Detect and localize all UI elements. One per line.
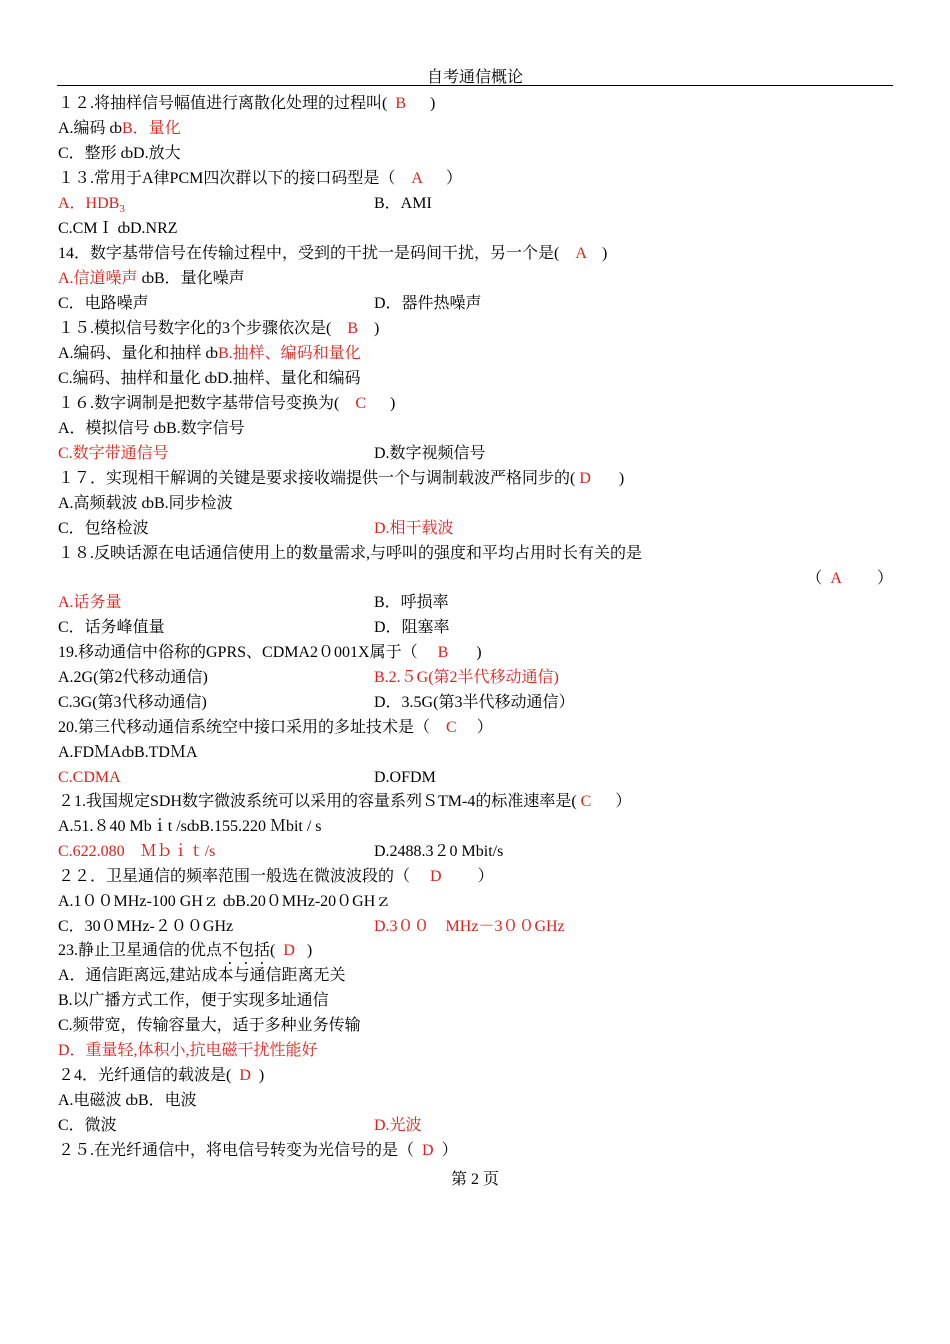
q22-options-ab: A.1００MHz-100 GHｚ ȸB.20０MHz-20０GHｚ bbox=[58, 893, 392, 910]
q15-options-ab: A.编码、量化和抽样 ȸB.抽样、编码和量化 bbox=[58, 345, 361, 362]
q21-stem: ２1.我国规定SDH数字微波系统可以采用的容量系列ＳTM-4的标准速率是( C ） bbox=[58, 793, 632, 810]
q17-answer: D bbox=[579, 470, 591, 487]
q18-answer: A bbox=[830, 570, 841, 587]
q23-option-b: B.以广播方式工作，便于实现多址通信 bbox=[58, 992, 329, 1009]
q19-options-ab: A.2G(第2代移动通信) B.2.５G(第2半代移动通信) bbox=[58, 669, 559, 686]
q18-options-ab: A.话务量 B．呼损率 bbox=[58, 594, 449, 611]
q17-stem: １７．实现相干解调的关键是要求接收端提供一个与调制载波严格同步的( D ) bbox=[58, 470, 625, 487]
q23-option-a: A．通信距离远,建站成本与通信距离无关 bbox=[58, 967, 346, 984]
q20-stem: 20.第三代移动通信系统空中接口采用的多址技术是（ C ） bbox=[58, 719, 493, 736]
q18-answer-line: （ A ） bbox=[806, 570, 893, 587]
q12-stem: １２.将抽样信号幅值进行离散化处理的过程叫( B ) bbox=[58, 95, 436, 112]
q12-options-ab: A.编码 ȸB．量化 bbox=[58, 120, 181, 137]
q19-answer: B bbox=[437, 644, 449, 661]
q24-stem: ２4．光纤通信的载波是( D ) bbox=[58, 1067, 265, 1084]
q21-options-cd: C.622.080 Ｍｂｉｔ/s D.2488.3２0 Mbit/s bbox=[58, 843, 504, 860]
q16-answer: C bbox=[355, 395, 367, 412]
q16-options-cd: C.数字带通信号 D.数字视频信号 bbox=[58, 445, 486, 462]
q23-option-c: C.频带宽，传输容量大，适于多种业务传输 bbox=[58, 1017, 361, 1034]
q14-options-cd: C．电路噪声 D．器件热噪声 bbox=[58, 295, 482, 312]
q15-answer: B bbox=[347, 320, 359, 337]
q24-options-cd: C．微波 D.光波 bbox=[58, 1117, 422, 1134]
q14-answer: A bbox=[575, 245, 587, 262]
q22-options-cd: C．30０MHz-２００GHz D.3００ MHz－3００GHz bbox=[58, 918, 565, 935]
q19-stem: 19.移动通信中俗称的GPRS、CDMA2０001X属于（ B ) bbox=[58, 644, 482, 661]
q13-answer: A bbox=[411, 170, 423, 187]
q17-options-ab: A.高频载波 ȸB.同步检波 bbox=[58, 495, 233, 512]
q12-options-cd: C．整形 ȸD.放大 bbox=[58, 145, 181, 162]
q16-stem: １６.数字调制是把数字基带信号变换为( C ) bbox=[58, 395, 396, 412]
q22-answer: D bbox=[430, 868, 442, 885]
q16-options-ab: A．模拟信号 ȸB.数字信号 bbox=[58, 420, 245, 437]
q23-stem: 23.静止卫星通信的优点不包括( D ) bbox=[58, 942, 313, 959]
emphasis-not-include: 不包括 bbox=[222, 942, 271, 959]
page-header-title: 自考通信概论 bbox=[426, 69, 523, 86]
q15-stem: １５.模拟信号数字化的3个步骤依次是( B ) bbox=[58, 320, 380, 337]
q22-stem: ２２．卫星通信的频率范围一般选在微波波段的（ D ） bbox=[58, 868, 494, 885]
q25-stem: ２５.在光纤通信中，将电信号转变为光信号的是（ D ） bbox=[58, 1142, 458, 1159]
q21-options-ab: A.51.８40 Mbｉt /sȸB.155.220 Ｍbit / s bbox=[58, 818, 322, 835]
q18-stem: １８.反映话源在电话通信使用上的数量需求,与呼叫的强度和平均占用时长有关的是 bbox=[58, 545, 643, 562]
q24-options-ab: A.电磁波 ȸB．电波 bbox=[58, 1092, 197, 1109]
q13-options-cd: C.CMＩ ȸD.NRZ bbox=[58, 220, 178, 237]
q15-options-cd: C.编码、抽样和量化 ȸD.抽样、量化和编码 bbox=[58, 370, 361, 387]
q21-answer: C bbox=[580, 793, 592, 810]
q14-stem: 14．数字基带信号在传输过程中，受到的干扰一是码间干扰，另一个是( A ) bbox=[58, 245, 608, 262]
q23-answer: D bbox=[283, 942, 295, 959]
q25-answer: D bbox=[422, 1142, 434, 1159]
q14-options-ab: A.信道噪声 ȸB．量化噪声 bbox=[58, 270, 245, 287]
q19-options-cd: C.3G(第3代移动通信) D．3.5G(第3半代移动通信） bbox=[58, 694, 575, 711]
q23-option-d: D．重量轻,体积小,抗电磁干扰性能好 bbox=[58, 1042, 318, 1059]
q17-options-cd: C．包络检波 D.相干载波 bbox=[58, 520, 454, 537]
q12-answer: B bbox=[395, 95, 407, 112]
q18-options-cd: C．话务峰值量 D．阻塞率 bbox=[58, 619, 450, 636]
q24-answer: D bbox=[239, 1067, 251, 1084]
q13-options-ab: A．$HDB_3$ B．AMI bbox=[58, 195, 432, 216]
page-footer-number: 第 2 页 bbox=[450, 1171, 499, 1188]
q20-options-cd: C.CDMA D.OFDM bbox=[58, 769, 436, 786]
q20-answer: C bbox=[446, 719, 457, 736]
q13-stem: １３.常用于A律PCM四次群以下的接口码型是（ A ） bbox=[58, 170, 463, 187]
header-rule bbox=[57, 85, 893, 86]
q20-options-ab: A.FDＭAȸB.TDＭA bbox=[58, 744, 198, 761]
